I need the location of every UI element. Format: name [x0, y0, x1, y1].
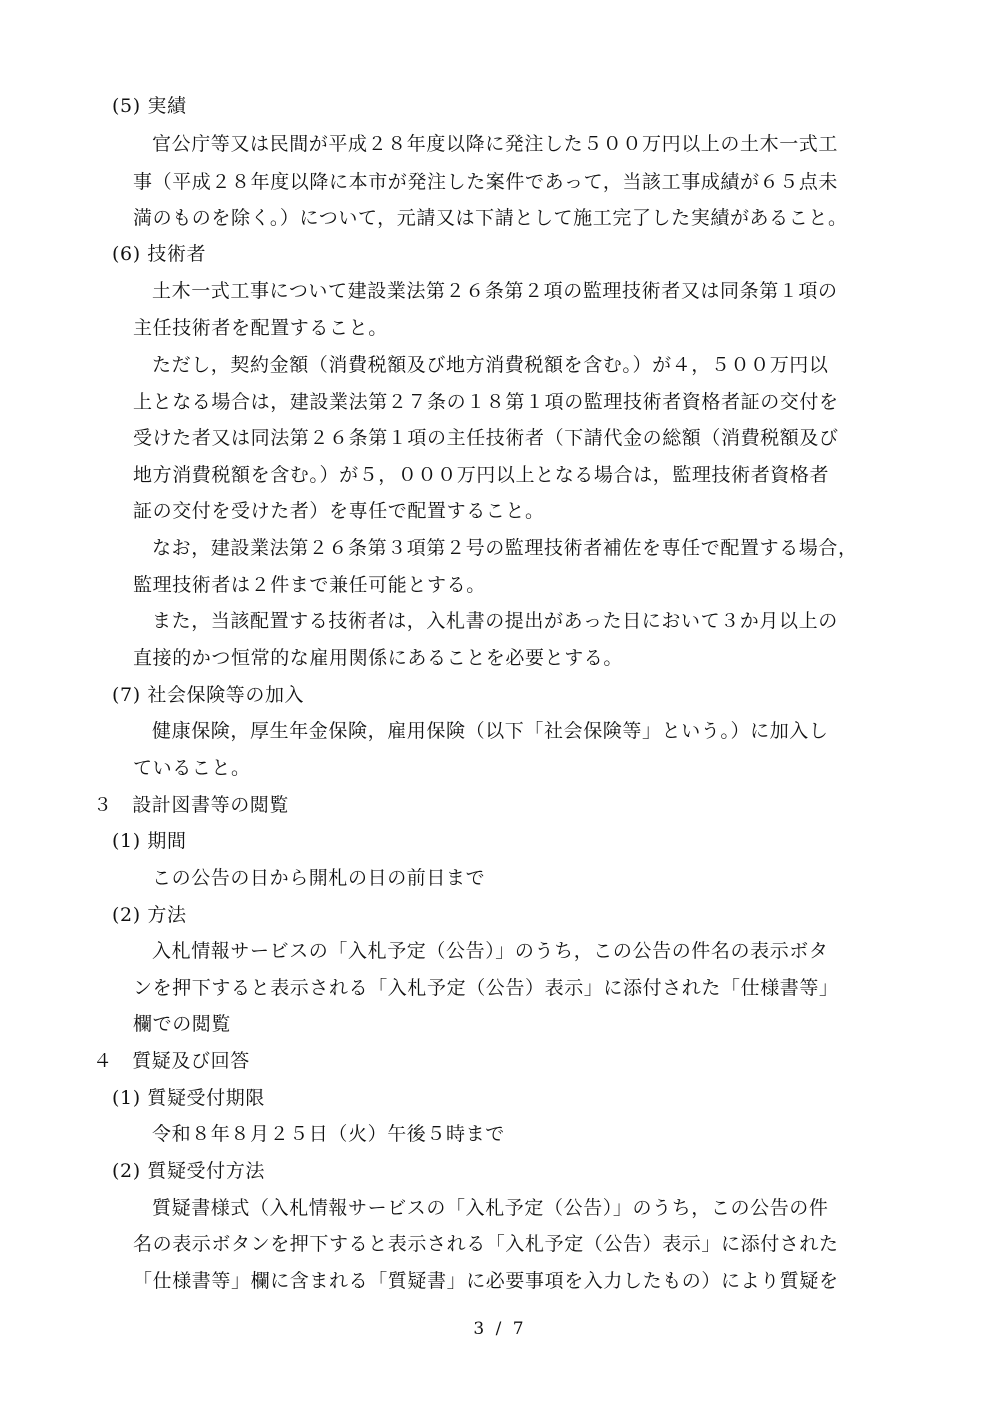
paragraph-line: 上となる場合は，建設業法第２７条の１８第１項の監理技術者資格者証の交付を — [133, 391, 839, 413]
paragraph-line: 入札情報サービスの「入札予定（公告）」のうち，この公告の件名の表示ボタ — [152, 940, 829, 962]
paragraph-line: 主任技術者を配置すること。 — [133, 317, 388, 339]
paragraph-line: なお，建設業法第２６条第３項第２号の監理技術者補佐を専任で配置する場合， — [152, 537, 858, 559]
paragraph-line: 健康保険，厚生年金保険，雇用保険（以下「社会保険等」という。）に加入し — [152, 720, 829, 742]
section-3-heading: ３ 設計図書等の閲覧 — [93, 794, 290, 816]
paragraph-line: ンを押下すると表示される「入札予定（公告）表示」に添付された「仕様書等」 — [133, 977, 839, 999]
paragraph-line: 証の交付を受けた者）を専任で配置すること。 — [133, 500, 545, 522]
heading-1-period: (1) 期間 — [112, 830, 187, 852]
heading-2-submission-method: (2) 質疑受付方法 — [112, 1160, 265, 1182]
heading-5-results: (5) 実績 — [112, 95, 187, 117]
page-number: 3 / 7 — [473, 1319, 527, 1339]
paragraph-line: 地方消費税額を含む。）が５，０００万円以上となる場合は，監理技術者資格者 — [133, 464, 830, 486]
section-4-heading: ４ 質疑及び回答 — [93, 1050, 250, 1072]
paragraph-line: ていること。 — [133, 757, 251, 779]
paragraph-line: 「仕様書等」欄に含まれる「質疑書」に必要事項を入力したもの）により質疑を — [133, 1270, 839, 1292]
heading-6-engineer: (6) 技術者 — [112, 243, 207, 265]
paragraph-line: 令和８年８月２５日（火）午後５時まで — [152, 1123, 505, 1145]
paragraph-line: また，当該配置する技術者は，入札書の提出があった日において３か月以上の — [152, 610, 838, 632]
heading-1-deadline: (1) 質疑受付期限 — [112, 1087, 265, 1109]
paragraph-line: 名の表示ボタンを押下すると表示される「入札予定（公告）表示」に添付された — [133, 1233, 839, 1255]
paragraph-line: 欄での閲覧 — [133, 1013, 232, 1035]
paragraph-line: この公告の日から開札の日の前日まで — [152, 867, 486, 889]
paragraph-line: 官公庁等又は民間が平成２８年度以降に発注した５００万円以上の土木一式工 — [152, 133, 839, 155]
paragraph-line: 受けた者又は同法第２６条第１項の主任技術者（下請代金の総額（消費税額及び — [133, 427, 839, 449]
heading-7-social-insurance: (7) 社会保険等の加入 — [112, 684, 305, 706]
paragraph-line: 監理技術者は２件まで兼任可能とする。 — [133, 574, 486, 596]
paragraph-line: 土木一式工事について建設業法第２６条第２項の監理技術者又は同条第１項の — [152, 280, 838, 302]
paragraph-line: 事（平成２８年度以降に本市が発注した案件であって，当該工事成績が６５点未 — [133, 171, 839, 193]
paragraph-line: 質疑書様式（入札情報サービスの「入札予定（公告）」のうち，この公告の件 — [152, 1197, 829, 1219]
paragraph-line: 満のものを除く。）について，元請又は下請として施工完了した実績があること。 — [133, 207, 848, 229]
paragraph-line: ただし，契約金額（消費税額及び地方消費税額を含む。）が４，５００万円以 — [152, 354, 829, 376]
paragraph-line: 直接的かつ恒常的な雇用関係にあることを必要とする。 — [133, 647, 624, 669]
heading-2-method: (2) 方法 — [112, 904, 187, 926]
